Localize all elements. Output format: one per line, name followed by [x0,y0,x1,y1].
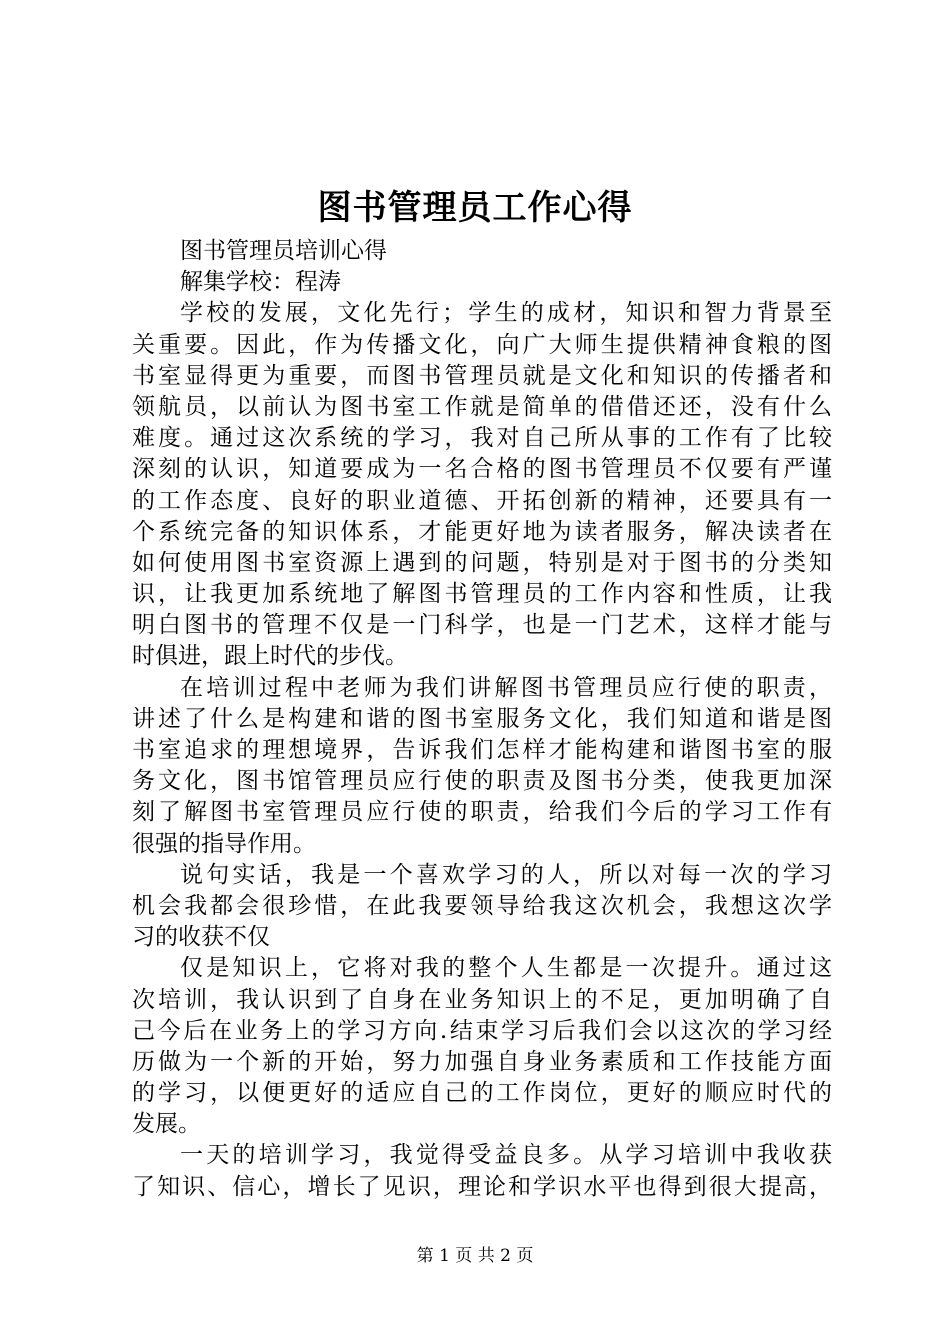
text-line: 次培训，我认识到了自身在业务知识上的不足，更加明确了自 [132,986,832,1013]
text-line: 解集学校：程涛 [180,269,341,296]
text-line: 如何使用图书室资源上遇到的问题，特别是对于图书的分类知 [132,549,832,576]
text-line: 明白图书的管理不仅是一门科学，也是一门艺术，这样才能与 [132,612,832,639]
text-line: 说句实话，我是一个喜欢学习的人，所以对每一次的学习 [180,861,832,888]
text-line: 很强的指导作用。 [132,830,316,857]
text-line: 的工作态度、良好的职业道德、开拓创新的精神，还要具有一 [132,487,832,514]
text-line: 难度。通过这次系统的学习，我对自己所从事的工作有了比较 [132,425,832,452]
text-line: 在培训过程中老师为我们讲解图书管理员应行使的职责， [180,674,832,701]
text-line: 机会我都会很珍惜，在此我要领导给我这次机会，我想这次学 [132,892,832,919]
text-line: 仅是知识上，它将对我的整个人生都是一次提升。通过这 [180,955,832,982]
text-line: 深刻的认识，知道要成为一名合格的图书管理员不仅要有严谨 [132,456,832,483]
text-line: 习的收获不仅 [132,924,270,951]
text-line: 识，让我更加系统地了解图书管理员的工作内容和性质，让我 [132,581,832,608]
document-body [132,236,832,1203]
text-line: 刻了解图书室管理员应行使的职责，给我们今后的学习工作有 [132,799,832,826]
text-line: 发展。 [132,1111,201,1138]
text-line: 了知识、信心，增长了见识，理论和学识水平也得到很大提高， [132,1173,832,1200]
text-line: 图书管理员培训心得 [180,238,387,264]
text-line: 历做为一个新的开始，努力加强自身业务素质和工作技能方面 [132,1048,832,1075]
text-line: 关重要。因此，作为传播文化，向广大师生提供精神食粮的图 [132,331,832,358]
text-line: 领航员，以前认为图书室工作就是简单的借借还还，没有什么 [132,393,832,420]
text-line: 书室显得更为重要，而图书管理员就是文化和知识的传播者和 [132,362,832,389]
page-footer: 第 1 页 共 2 页 [416,1246,534,1266]
text-line: 己今后在业务上的学习方向.结束学习后我们会以这次的学习经 [132,1017,832,1044]
document-title: 图书管理员工作心得 [317,188,633,228]
text-line: 书室追求的理想境界，告诉我们怎样才能构建和谐图书室的服 [132,737,832,763]
text-line: 务文化，图书馆管理员应行使的职责及图书分类，使我更加深 [132,768,832,795]
text-line: 的学习，以便更好的适应自己的工作岗位，更好的顺应时代的 [132,1080,832,1107]
text-line: 讲述了什么是构建和谐的图书室服务文化，我们知道和谐是图 [132,705,832,732]
text-line: 学校的发展，文化先行；学生的成材，知识和智力背景至 [180,300,832,327]
text-line: 时俱进，跟上时代的步伐。 [132,643,408,670]
text-line: 一天的培训学习，我觉得受益良多。从学习培训中我收获 [180,1142,832,1169]
text-line: 个系统完备的知识体系，才能更好地为读者服务，解决读者在 [132,518,832,545]
